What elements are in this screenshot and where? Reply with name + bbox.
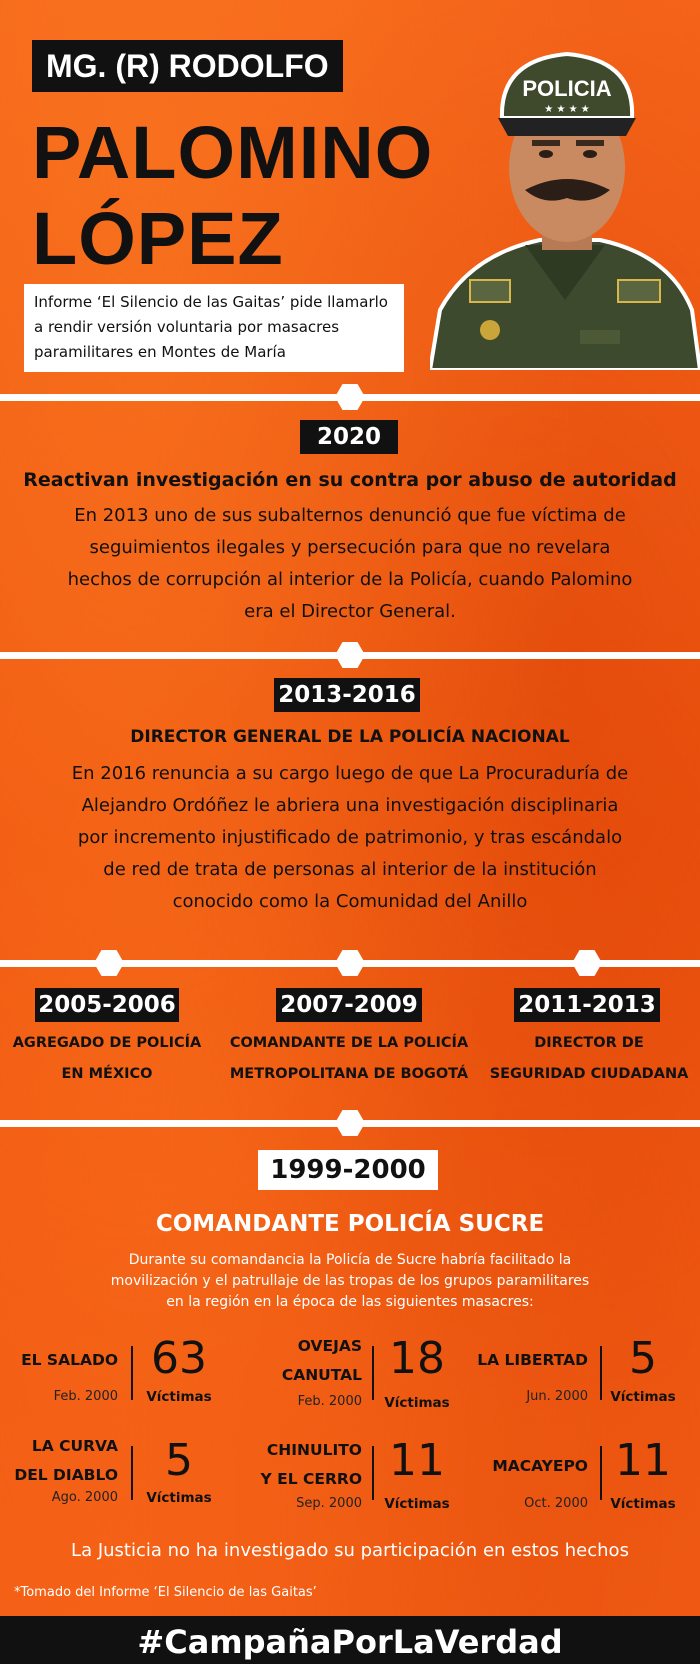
massacre-victims: 11 [389, 1435, 445, 1486]
timeline-node [94, 950, 124, 976]
timeline-node [572, 950, 602, 976]
massacre-victims: 63 [151, 1333, 207, 1384]
section-2013-title: DIRECTOR GENERAL DE LA POLICÍA NACIONAL [130, 727, 570, 747]
year-badge-1999-2000: 1999-2000 [258, 1150, 438, 1190]
victims-label: Víctimas [610, 1389, 676, 1405]
massacre-date: Oct. 2000 [524, 1496, 588, 1511]
section-1999-body [0, 1250, 700, 1313]
body-line: era el Director General. [244, 601, 456, 622]
column-title-line: COMANDANTE DE LA POLICÍA [229, 1035, 469, 1051]
victims-label: Víctimas [384, 1496, 450, 1512]
column-title-line: AGREGADO DE POLICÍA [12, 1035, 202, 1051]
body-line: En 2013 uno de sus subalternos denunció que fue víctima de [74, 505, 626, 526]
separator-bar [372, 1346, 374, 1400]
column-title [220, 1028, 478, 1090]
timeline-node [335, 384, 365, 410]
massacre-place-line: EL SALADO [21, 1351, 118, 1369]
body-line: Alejandro Ordóñez le abriera una investigación disciplinaria [81, 795, 619, 816]
intro-text: Informe ‘El Silencio de las Gaitas’ pide llamarlo a rendir versión voluntaria por masacres paramilitares en Montes de María [24, 284, 404, 372]
massacre-date: Jun. 2000 [526, 1389, 588, 1404]
massacre-place-line: LA LIBERTAD [477, 1351, 588, 1369]
column-title [0, 1028, 214, 1090]
separator-bar [600, 1346, 602, 1400]
cap-stars-icon: ★ ★ ★ ★ [544, 104, 590, 115]
section-2013-body [0, 758, 700, 918]
separator-bar [131, 1346, 133, 1400]
massacre-date: Sep. 2000 [296, 1496, 362, 1511]
victims-label: Víctimas [610, 1496, 676, 1512]
massacre-place [252, 1332, 362, 1390]
column-title-line: DIRECTOR DE [534, 1035, 644, 1051]
massacre-place [10, 1346, 118, 1375]
massacre-victims: 5 [165, 1435, 193, 1486]
massacre-place [470, 1346, 588, 1375]
body-line: hechos de corrupción al interior de la Policía, cuando Palomino [67, 569, 633, 590]
massacre-victims: 11 [615, 1435, 671, 1486]
column-title-line: METROPOLITANA DE BOGOTÁ [229, 1066, 469, 1082]
massacre-place [10, 1432, 118, 1490]
surname-line1: PALOMINO [32, 111, 434, 194]
closing-statement: La Justicia no ha investigado su participación en estos hechos [71, 1540, 629, 1561]
massacre-date: Feb. 2000 [297, 1394, 362, 1409]
surname-title [32, 110, 452, 282]
timeline-node [335, 950, 365, 976]
body-line: Durante su comandancia la Policía de Sucre habría facilitado la [128, 1252, 572, 1268]
massacre-place-line: OVEJAS [297, 1337, 362, 1355]
separator-bar [600, 1446, 602, 1500]
body-line: seguimientos ilegales y persecución para que no revelara [89, 537, 611, 558]
year-badge-2011-2013: 2011-2013 [514, 988, 660, 1022]
separator-bar [131, 1446, 133, 1500]
column-title [484, 1028, 694, 1090]
body-line: de red de trata de personas al interior de la institución [103, 859, 597, 880]
body-line: en la región en la época de las siguientes masacres: [166, 1294, 534, 1310]
victims-label: Víctimas [146, 1389, 212, 1405]
campaign-hashtag: #CampañaPorLaVerdad [0, 1616, 700, 1664]
massacre-victims: 18 [389, 1333, 445, 1384]
section-2020-body [0, 500, 700, 628]
body-line: En 2016 renuncia a su cargo luego de que La Procuraduría de [71, 763, 629, 784]
separator-bar [372, 1446, 374, 1500]
column-title-line: EN MÉXICO [61, 1066, 153, 1082]
massacre-place-line: Y EL CERRO [260, 1470, 362, 1488]
massacre-date: Ago. 2000 [51, 1490, 118, 1505]
massacre-place-line: DEL DIABLO [14, 1466, 118, 1484]
year-badge-2005-2006: 2005-2006 [35, 988, 179, 1022]
body-line: conocido como la Comunidad del Anillo [172, 891, 528, 912]
massacre-victims: 5 [629, 1333, 657, 1384]
year-badge-2007-2009: 2007-2009 [276, 988, 422, 1022]
timeline-node [335, 1110, 365, 1136]
massacre-place-line: CANUTAL [281, 1366, 362, 1384]
section-1999-title: COMANDANTE POLICÍA SUCRE [155, 1211, 545, 1237]
year-badge-2013-2016: 2013-2016 [274, 678, 420, 712]
cap-text: POLICIA [522, 76, 612, 101]
massacre-date: Feb. 2000 [53, 1389, 118, 1404]
surname-line2: LÓPEZ [32, 197, 284, 280]
body-line: movilización y el patrullaje de las tropas de los grupos paramilitares [110, 1273, 590, 1289]
source-note: *Tomado del Informe ‘El Silencio de las Gaitas’ [14, 1585, 317, 1600]
timeline-node [335, 642, 365, 668]
massacre-place [252, 1436, 362, 1494]
year-badge-2020: 2020 [300, 420, 398, 454]
massacre-place-line: MACAYEPO [492, 1457, 588, 1475]
body-line: por incremento injustificado de patrimonio, y tras escándalo [77, 827, 623, 848]
massacre-place-line: CHINULITO [266, 1441, 362, 1459]
column-title-line: SEGURIDAD CIUDADANA [489, 1066, 689, 1082]
section-2020-title: Reactivan investigación en su contra por abuso de autoridad [23, 469, 677, 491]
massacre-place-line: LA CURVA [31, 1437, 118, 1455]
victims-label: Víctimas [384, 1395, 450, 1411]
massacre-place [470, 1452, 588, 1481]
officer-portrait [430, 40, 700, 370]
name-tag: MG. (R) RODOLFO [32, 40, 343, 92]
victims-label: Víctimas [146, 1490, 212, 1506]
